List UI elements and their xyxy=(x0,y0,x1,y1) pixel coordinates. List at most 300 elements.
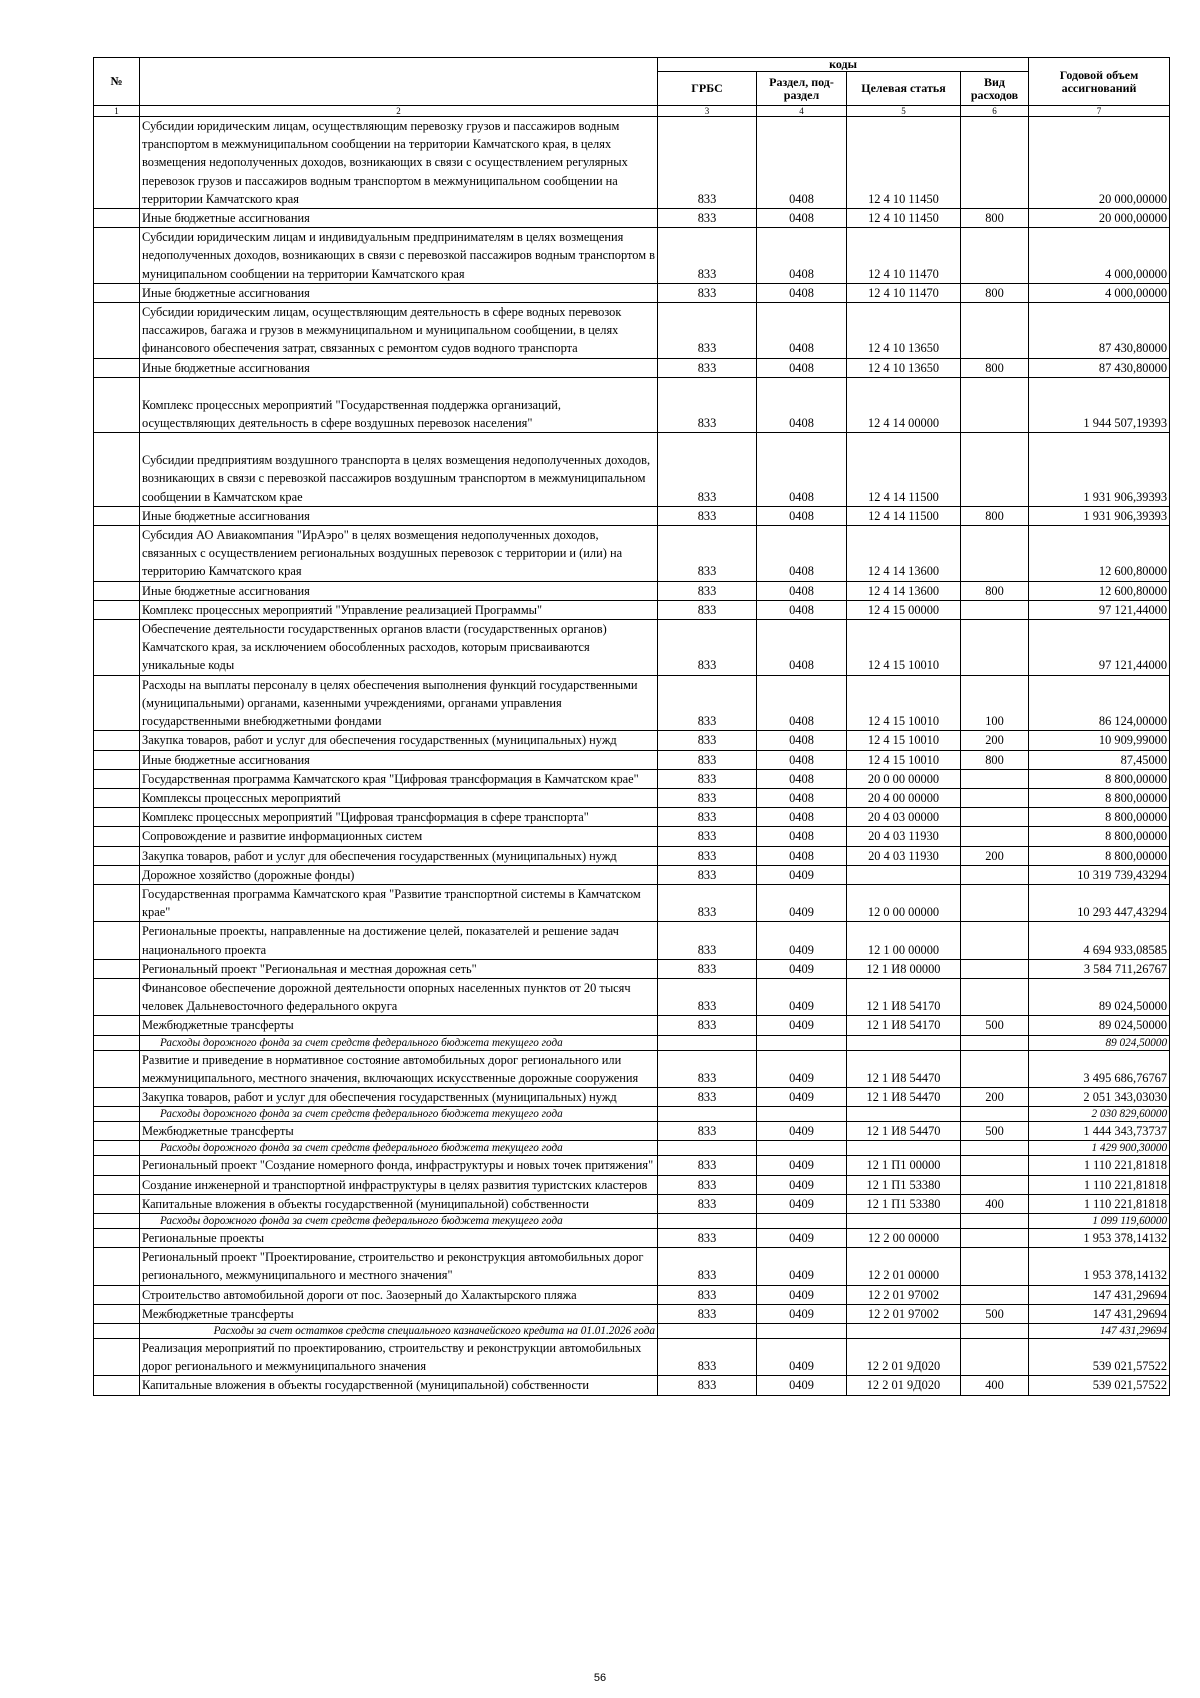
amount-cell: 8 800,00000 xyxy=(1029,808,1170,827)
amount-cell: 87,45000 xyxy=(1029,750,1170,769)
amount-cell: 20 000,00000 xyxy=(1029,209,1170,228)
amount-cell: 20 000,00000 xyxy=(1029,117,1170,209)
target-cell: 12 1 И8 54470 xyxy=(847,1087,961,1106)
num-cell xyxy=(94,1194,140,1213)
target-cell: 12 4 15 00000 xyxy=(847,600,961,619)
section-cell: 0408 xyxy=(757,675,847,731)
target-cell xyxy=(847,1323,961,1338)
target-cell: 12 2 01 97002 xyxy=(847,1304,961,1323)
grbs-cell: 833 xyxy=(658,865,757,884)
name-cell: Расходы дорожного фонда за счет средств федерального бюджета текущего года xyxy=(140,1107,658,1122)
amount-cell: 147 431,29694 xyxy=(1029,1323,1170,1338)
table-row xyxy=(94,117,1170,209)
num-cell xyxy=(94,959,140,978)
grbs-cell xyxy=(658,1107,757,1122)
num-cell xyxy=(94,750,140,769)
name-cell: Расходы на выплаты персоналу в целях обеспечения выполнения функций государственными (муниципальными) органами, казенными учреждениями, органами управления государственными внебюджетными фондами xyxy=(140,675,658,731)
type-cell xyxy=(961,228,1029,284)
name-cell: Иные бюджетные ассигнования xyxy=(140,358,658,377)
column-number: 4 xyxy=(757,106,847,117)
grbs-cell xyxy=(658,1213,757,1228)
table-row xyxy=(94,808,1170,827)
grbs-cell: 833 xyxy=(658,1194,757,1213)
header-target: Целевая статья xyxy=(847,72,961,106)
grbs-cell: 833 xyxy=(658,1248,757,1285)
table-row xyxy=(94,1194,1170,1213)
target-cell: 12 4 10 13650 xyxy=(847,358,961,377)
header-amount: Годовой объем ассигнований xyxy=(1029,58,1170,106)
amount-cell: 539 021,57522 xyxy=(1029,1338,1170,1375)
amount-cell: 1 110 221,81818 xyxy=(1029,1194,1170,1213)
target-cell: 12 2 01 00000 xyxy=(847,1248,961,1285)
num-cell xyxy=(94,1016,140,1035)
table-row xyxy=(94,1304,1170,1323)
type-cell: 500 xyxy=(961,1304,1029,1323)
column-number-row xyxy=(94,106,1170,117)
grbs-cell xyxy=(658,1141,757,1156)
section-cell: 0408 xyxy=(757,209,847,228)
section-cell: 0409 xyxy=(757,884,847,921)
amount-cell: 1 944 507,19393 xyxy=(1029,377,1170,432)
section-cell: 0409 xyxy=(757,922,847,959)
type-cell xyxy=(961,978,1029,1015)
note-row xyxy=(94,1107,1170,1122)
column-number: 1 xyxy=(94,106,140,117)
header-type: Вид расходов xyxy=(961,72,1029,106)
section-cell xyxy=(757,1107,847,1122)
num-cell xyxy=(94,303,140,359)
target-cell: 12 0 00 00000 xyxy=(847,884,961,921)
grbs-cell: 833 xyxy=(658,1087,757,1106)
section-cell: 0409 xyxy=(757,1285,847,1304)
name-cell: Государственная программа Камчатского края "Цифровая трансформация в Камчатском крае" xyxy=(140,769,658,788)
table-row xyxy=(94,959,1170,978)
grbs-cell: 833 xyxy=(658,1228,757,1247)
target-cell: 12 4 10 11450 xyxy=(847,117,961,209)
type-cell xyxy=(961,1141,1029,1156)
target-cell: 12 1 И8 54470 xyxy=(847,1122,961,1141)
name-cell: Субсидия АО Авиакомпания "ИрАэро" в целях возмещения недополученных доходов, связанных с осуществлением региональных воздушных перевозок с территории и (или) на территорию Камчатского края xyxy=(140,526,658,582)
amount-cell: 4 000,00000 xyxy=(1029,283,1170,302)
type-cell xyxy=(961,1338,1029,1375)
type-cell xyxy=(961,1213,1029,1228)
num-cell xyxy=(94,1050,140,1087)
target-cell: 12 4 10 13650 xyxy=(847,303,961,359)
name-cell: Иные бюджетные ассигнования xyxy=(140,506,658,525)
target-cell: 12 2 00 00000 xyxy=(847,1228,961,1247)
target-cell: 12 4 15 10010 xyxy=(847,731,961,750)
table-row xyxy=(94,1156,1170,1175)
target-cell: 12 1 00 00000 xyxy=(847,922,961,959)
section-cell: 0409 xyxy=(757,978,847,1015)
target-cell: 20 4 03 11930 xyxy=(847,846,961,865)
type-cell xyxy=(961,865,1029,884)
amount-cell: 12 600,80000 xyxy=(1029,526,1170,582)
amount-cell: 147 431,29694 xyxy=(1029,1285,1170,1304)
type-cell xyxy=(961,1228,1029,1247)
column-number: 3 xyxy=(658,106,757,117)
name-cell: Финансовое обеспечение дорожной деятельности опорных населенных пунктов от 20 тысяч человек Дальневосточного федерального округа xyxy=(140,978,658,1015)
section-cell: 0408 xyxy=(757,433,847,507)
grbs-cell: 833 xyxy=(658,620,757,676)
grbs-cell: 833 xyxy=(658,303,757,359)
grbs-cell: 833 xyxy=(658,433,757,507)
header-section: Раздел, под-раздел xyxy=(757,72,847,106)
num-cell xyxy=(94,620,140,676)
table-row xyxy=(94,865,1170,884)
num-cell xyxy=(94,827,140,846)
type-cell xyxy=(961,1050,1029,1087)
grbs-cell: 833 xyxy=(658,1156,757,1175)
num-cell xyxy=(94,1087,140,1106)
amount-cell: 1 444 343,73737 xyxy=(1029,1122,1170,1141)
section-cell: 0408 xyxy=(757,769,847,788)
type-cell xyxy=(961,922,1029,959)
type-cell: 800 xyxy=(961,283,1029,302)
note-row xyxy=(94,1323,1170,1338)
name-cell: Иные бюджетные ассигнования xyxy=(140,283,658,302)
amount-cell: 3 495 686,76767 xyxy=(1029,1050,1170,1087)
num-cell xyxy=(94,1175,140,1194)
amount-cell: 1 931 906,39393 xyxy=(1029,506,1170,525)
target-cell xyxy=(847,1107,961,1122)
amount-cell: 87 430,80000 xyxy=(1029,358,1170,377)
target-cell: 12 4 14 11500 xyxy=(847,433,961,507)
type-cell: 800 xyxy=(961,358,1029,377)
type-cell xyxy=(961,600,1029,619)
column-number: 6 xyxy=(961,106,1029,117)
type-cell: 100 xyxy=(961,675,1029,731)
type-cell xyxy=(961,1285,1029,1304)
type-cell: 500 xyxy=(961,1016,1029,1035)
type-cell: 400 xyxy=(961,1194,1029,1213)
type-cell xyxy=(961,526,1029,582)
num-cell xyxy=(94,978,140,1015)
name-cell: Межбюджетные трансферты xyxy=(140,1304,658,1323)
num-cell xyxy=(94,922,140,959)
type-cell xyxy=(961,620,1029,676)
target-cell: 12 1 П1 53380 xyxy=(847,1194,961,1213)
amount-cell: 1 953 378,14132 xyxy=(1029,1248,1170,1285)
amount-cell: 10 909,99000 xyxy=(1029,731,1170,750)
section-cell: 0409 xyxy=(757,1228,847,1247)
type-cell xyxy=(961,117,1029,209)
num-cell xyxy=(94,283,140,302)
num-cell xyxy=(94,675,140,731)
name-cell: Реализация мероприятий по проектированию, строительству и реконструкции автомобильных дорог регионального и межмуниципального значения xyxy=(140,1338,658,1375)
section-cell: 0409 xyxy=(757,1338,847,1375)
grbs-cell: 833 xyxy=(658,1175,757,1194)
num-cell xyxy=(94,600,140,619)
table-row xyxy=(94,1248,1170,1285)
name-cell: Государственная программа Камчатского края "Развитие транспортной системы в Камчатском крае" xyxy=(140,884,658,921)
section-cell: 0408 xyxy=(757,620,847,676)
name-cell: Субсидии юридическим лицам, осуществляющим перевозку грузов и пассажиров водным транспортом в межмуниципальном сообщении на территории Камчатского края, в целях возмещения недополученных доходов, возникающих в связи с осуществлением регулярных перевозок грузов и пассажиров водным транспортом в межмуниципальном сообщении на территории Камчатского края xyxy=(140,117,658,209)
target-cell: 12 4 10 11450 xyxy=(847,209,961,228)
section-cell: 0409 xyxy=(757,1050,847,1087)
section-cell xyxy=(757,1141,847,1156)
amount-cell: 3 584 711,26767 xyxy=(1029,959,1170,978)
amount-cell: 4 694 933,08585 xyxy=(1029,922,1170,959)
grbs-cell: 833 xyxy=(658,228,757,284)
name-cell: Строительство автомобильной дороги от пос. Заозерный до Халактырского пляжа xyxy=(140,1285,658,1304)
table-row xyxy=(94,209,1170,228)
amount-cell: 12 600,80000 xyxy=(1029,581,1170,600)
amount-cell: 89 024,50000 xyxy=(1029,978,1170,1015)
amount-cell: 89 024,50000 xyxy=(1029,1016,1170,1035)
name-cell: Расходы дорожного фонда за счет средств федерального бюджета текущего года xyxy=(140,1035,658,1050)
target-cell: 12 4 15 10010 xyxy=(847,750,961,769)
target-cell: 12 2 01 97002 xyxy=(847,1285,961,1304)
table-row xyxy=(94,1016,1170,1035)
page-number: 56 xyxy=(593,1672,607,1684)
grbs-cell: 833 xyxy=(658,358,757,377)
num-cell xyxy=(94,1141,140,1156)
grbs-cell: 833 xyxy=(658,884,757,921)
num-cell xyxy=(94,209,140,228)
target-cell: 12 4 14 13600 xyxy=(847,581,961,600)
num-cell xyxy=(94,884,140,921)
column-number: 5 xyxy=(847,106,961,117)
grbs-cell: 833 xyxy=(658,808,757,827)
table-row xyxy=(94,675,1170,731)
name-cell: Межбюджетные трансферты xyxy=(140,1122,658,1141)
target-cell: 12 4 14 11500 xyxy=(847,506,961,525)
section-cell: 0409 xyxy=(757,1304,847,1323)
table-row xyxy=(94,581,1170,600)
table-row xyxy=(94,506,1170,525)
section-cell: 0408 xyxy=(757,117,847,209)
amount-cell: 8 800,00000 xyxy=(1029,827,1170,846)
name-cell: Иные бюджетные ассигнования xyxy=(140,209,658,228)
grbs-cell: 833 xyxy=(658,526,757,582)
grbs-cell xyxy=(658,1323,757,1338)
target-cell: 20 0 00 00000 xyxy=(847,769,961,788)
name-cell: Обеспечение деятельности государственных органов власти (государственных органов) Камчатского края, за исключением обособленных расходов, которым присваиваются уникальные коды xyxy=(140,620,658,676)
section-cell: 0408 xyxy=(757,788,847,807)
table-row xyxy=(94,1122,1170,1141)
column-number: 2 xyxy=(140,106,658,117)
amount-cell: 2 051 343,03030 xyxy=(1029,1087,1170,1106)
grbs-cell: 833 xyxy=(658,827,757,846)
target-cell: 12 2 01 9Д020 xyxy=(847,1338,961,1375)
section-cell: 0408 xyxy=(757,827,847,846)
section-cell: 0408 xyxy=(757,600,847,619)
grbs-cell: 833 xyxy=(658,377,757,432)
grbs-cell: 833 xyxy=(658,731,757,750)
amount-cell: 1 953 378,14132 xyxy=(1029,1228,1170,1247)
table-row xyxy=(94,1338,1170,1375)
name-cell: Создание инженерной и транспортной инфраструктуры в целях развития туристских кластеров xyxy=(140,1175,658,1194)
type-cell: 200 xyxy=(961,846,1029,865)
table-row xyxy=(94,750,1170,769)
grbs-cell: 833 xyxy=(658,600,757,619)
target-cell xyxy=(847,1213,961,1228)
table-row xyxy=(94,788,1170,807)
section-cell xyxy=(757,1323,847,1338)
target-cell: 12 4 14 00000 xyxy=(847,377,961,432)
amount-cell: 2 030 829,60000 xyxy=(1029,1107,1170,1122)
target-cell xyxy=(847,1141,961,1156)
num-cell xyxy=(94,581,140,600)
amount-cell: 87 430,80000 xyxy=(1029,303,1170,359)
amount-cell: 1 110 221,81818 xyxy=(1029,1156,1170,1175)
table-header xyxy=(94,58,1170,117)
num-cell xyxy=(94,1213,140,1228)
grbs-cell: 833 xyxy=(658,1285,757,1304)
num-cell xyxy=(94,788,140,807)
type-cell xyxy=(961,1156,1029,1175)
table-row xyxy=(94,228,1170,284)
section-cell: 0409 xyxy=(757,1156,847,1175)
type-cell: 500 xyxy=(961,1122,1029,1141)
name-cell: Региональный проект "Создание номерного фонда, инфраструктуры и новых точек притяжения" xyxy=(140,1156,658,1175)
section-cell: 0408 xyxy=(757,377,847,432)
section-cell: 0408 xyxy=(757,808,847,827)
amount-cell: 1 429 900,30000 xyxy=(1029,1141,1170,1156)
type-cell xyxy=(961,1248,1029,1285)
name-cell: Расходы дорожного фонда за счет средств федерального бюджета текущего года xyxy=(140,1141,658,1156)
section-cell: 0409 xyxy=(757,865,847,884)
num-cell xyxy=(94,1035,140,1050)
type-cell xyxy=(961,827,1029,846)
target-cell xyxy=(847,1035,961,1050)
name-cell: Субсидии юридическим лицам и индивидуальным предпринимателям в целях возмещения недополученных доходов, возникающих в связи с перевозкой пассажиров водным транспортом в муниципальном сообщении на территории Камчатского края xyxy=(140,228,658,284)
grbs-cell: 833 xyxy=(658,117,757,209)
section-cell: 0408 xyxy=(757,581,847,600)
target-cell: 12 1 П1 53380 xyxy=(847,1175,961,1194)
target-cell: 12 4 15 10010 xyxy=(847,675,961,731)
header-name xyxy=(140,58,658,106)
target-cell: 12 4 15 10010 xyxy=(847,620,961,676)
section-cell: 0409 xyxy=(757,959,847,978)
grbs-cell: 833 xyxy=(658,959,757,978)
section-cell: 0409 xyxy=(757,1376,847,1395)
section-cell: 0409 xyxy=(757,1248,847,1285)
num-cell xyxy=(94,1248,140,1285)
target-cell: 12 1 П1 00000 xyxy=(847,1156,961,1175)
name-cell: Капитальные вложения в объекты государственной (муниципальной) собственности xyxy=(140,1376,658,1395)
type-cell xyxy=(961,433,1029,507)
note-row xyxy=(94,1213,1170,1228)
amount-cell: 8 800,00000 xyxy=(1029,788,1170,807)
header-num: № xyxy=(94,58,140,106)
grbs-cell: 833 xyxy=(658,846,757,865)
section-cell: 0408 xyxy=(757,731,847,750)
name-cell: Расходы дорожного фонда за счет средств федерального бюджета текущего года xyxy=(140,1213,658,1228)
name-cell: Иные бюджетные ассигнования xyxy=(140,750,658,769)
name-cell: Субсидии предприятиям воздушного транспорта в целях возмещения недополученных доходов, возникающих в связи с перевозкой пассажиров воздушным транспортом в межмуниципальном сообщении в Камчатском крае xyxy=(140,433,658,507)
name-cell: Сопровождение и развитие информационных систем xyxy=(140,827,658,846)
amount-cell: 8 800,00000 xyxy=(1029,846,1170,865)
grbs-cell: 833 xyxy=(658,750,757,769)
section-cell xyxy=(757,1035,847,1050)
table-row xyxy=(94,1376,1170,1395)
type-cell xyxy=(961,1107,1029,1122)
amount-cell: 97 121,44000 xyxy=(1029,620,1170,676)
table-row xyxy=(94,433,1170,507)
num-cell xyxy=(94,846,140,865)
type-cell: 800 xyxy=(961,506,1029,525)
amount-cell: 1 110 221,81818 xyxy=(1029,1175,1170,1194)
name-cell: Региональный проект "Проектирование, строительство и реконструкция автомобильных дорог регионального, межмуниципального и местного значения" xyxy=(140,1248,658,1285)
amount-cell: 10 319 739,43294 xyxy=(1029,865,1170,884)
type-cell: 200 xyxy=(961,1087,1029,1106)
table-row xyxy=(94,884,1170,921)
table-row xyxy=(94,377,1170,432)
name-cell: Иные бюджетные ассигнования xyxy=(140,581,658,600)
num-cell xyxy=(94,865,140,884)
type-cell xyxy=(961,1035,1029,1050)
num-cell xyxy=(94,228,140,284)
header-codes: коды xyxy=(658,58,1029,72)
section-cell: 0409 xyxy=(757,1122,847,1141)
target-cell: 20 4 00 00000 xyxy=(847,788,961,807)
num-cell xyxy=(94,1376,140,1395)
amount-cell: 147 431,29694 xyxy=(1029,1304,1170,1323)
section-cell: 0409 xyxy=(757,1016,847,1035)
section-cell: 0408 xyxy=(757,358,847,377)
section-cell: 0408 xyxy=(757,228,847,284)
column-number: 7 xyxy=(1029,106,1170,117)
type-cell xyxy=(961,1175,1029,1194)
target-cell: 12 1 И8 54170 xyxy=(847,978,961,1015)
table-row xyxy=(94,769,1170,788)
table-row xyxy=(94,827,1170,846)
table-row xyxy=(94,978,1170,1015)
num-cell xyxy=(94,506,140,525)
num-cell xyxy=(94,1228,140,1247)
note-row xyxy=(94,1141,1170,1156)
grbs-cell: 833 xyxy=(658,1338,757,1375)
name-cell: Комплекс процессных мероприятий "Управление реализацией Программы" xyxy=(140,600,658,619)
type-cell: 400 xyxy=(961,1376,1029,1395)
header-grbs: ГРБС xyxy=(658,72,757,106)
table-row xyxy=(94,731,1170,750)
section-cell: 0408 xyxy=(757,846,847,865)
grbs-cell: 833 xyxy=(658,506,757,525)
grbs-cell: 833 xyxy=(658,1376,757,1395)
name-cell: Развитие и приведение в нормативное состояние автомобильных дорог регионального или межмуниципального, местного значения, включающих искусственные дорожные сооружения xyxy=(140,1050,658,1087)
amount-cell: 86 124,00000 xyxy=(1029,675,1170,731)
target-cell: 12 4 14 13600 xyxy=(847,526,961,582)
name-cell: Расходы за счет остатков средств специального казначейского кредита на 01.01.2026 года xyxy=(140,1323,658,1338)
target-cell: 12 4 10 11470 xyxy=(847,228,961,284)
section-cell: 0409 xyxy=(757,1175,847,1194)
name-cell: Комплекс процессных мероприятий "Государственная поддержка организаций, осуществляющих деятельность в сфере воздушных перевозок населения" xyxy=(140,377,658,432)
num-cell xyxy=(94,526,140,582)
name-cell: Комплексы процессных мероприятий xyxy=(140,788,658,807)
num-cell xyxy=(94,1156,140,1175)
grbs-cell: 833 xyxy=(658,769,757,788)
type-cell xyxy=(961,1323,1029,1338)
table-row xyxy=(94,526,1170,582)
type-cell: 800 xyxy=(961,750,1029,769)
name-cell: Региональный проект "Региональная и местная дорожная сеть" xyxy=(140,959,658,978)
grbs-cell xyxy=(658,1035,757,1050)
type-cell xyxy=(961,884,1029,921)
table-row xyxy=(94,283,1170,302)
name-cell: Региональные проекты xyxy=(140,1228,658,1247)
section-cell: 0408 xyxy=(757,506,847,525)
section-cell: 0408 xyxy=(757,283,847,302)
target-cell: 20 4 03 11930 xyxy=(847,827,961,846)
grbs-cell: 833 xyxy=(658,1304,757,1323)
section-cell: 0408 xyxy=(757,303,847,359)
table-row xyxy=(94,1175,1170,1194)
table-row xyxy=(94,1087,1170,1106)
grbs-cell: 833 xyxy=(658,581,757,600)
